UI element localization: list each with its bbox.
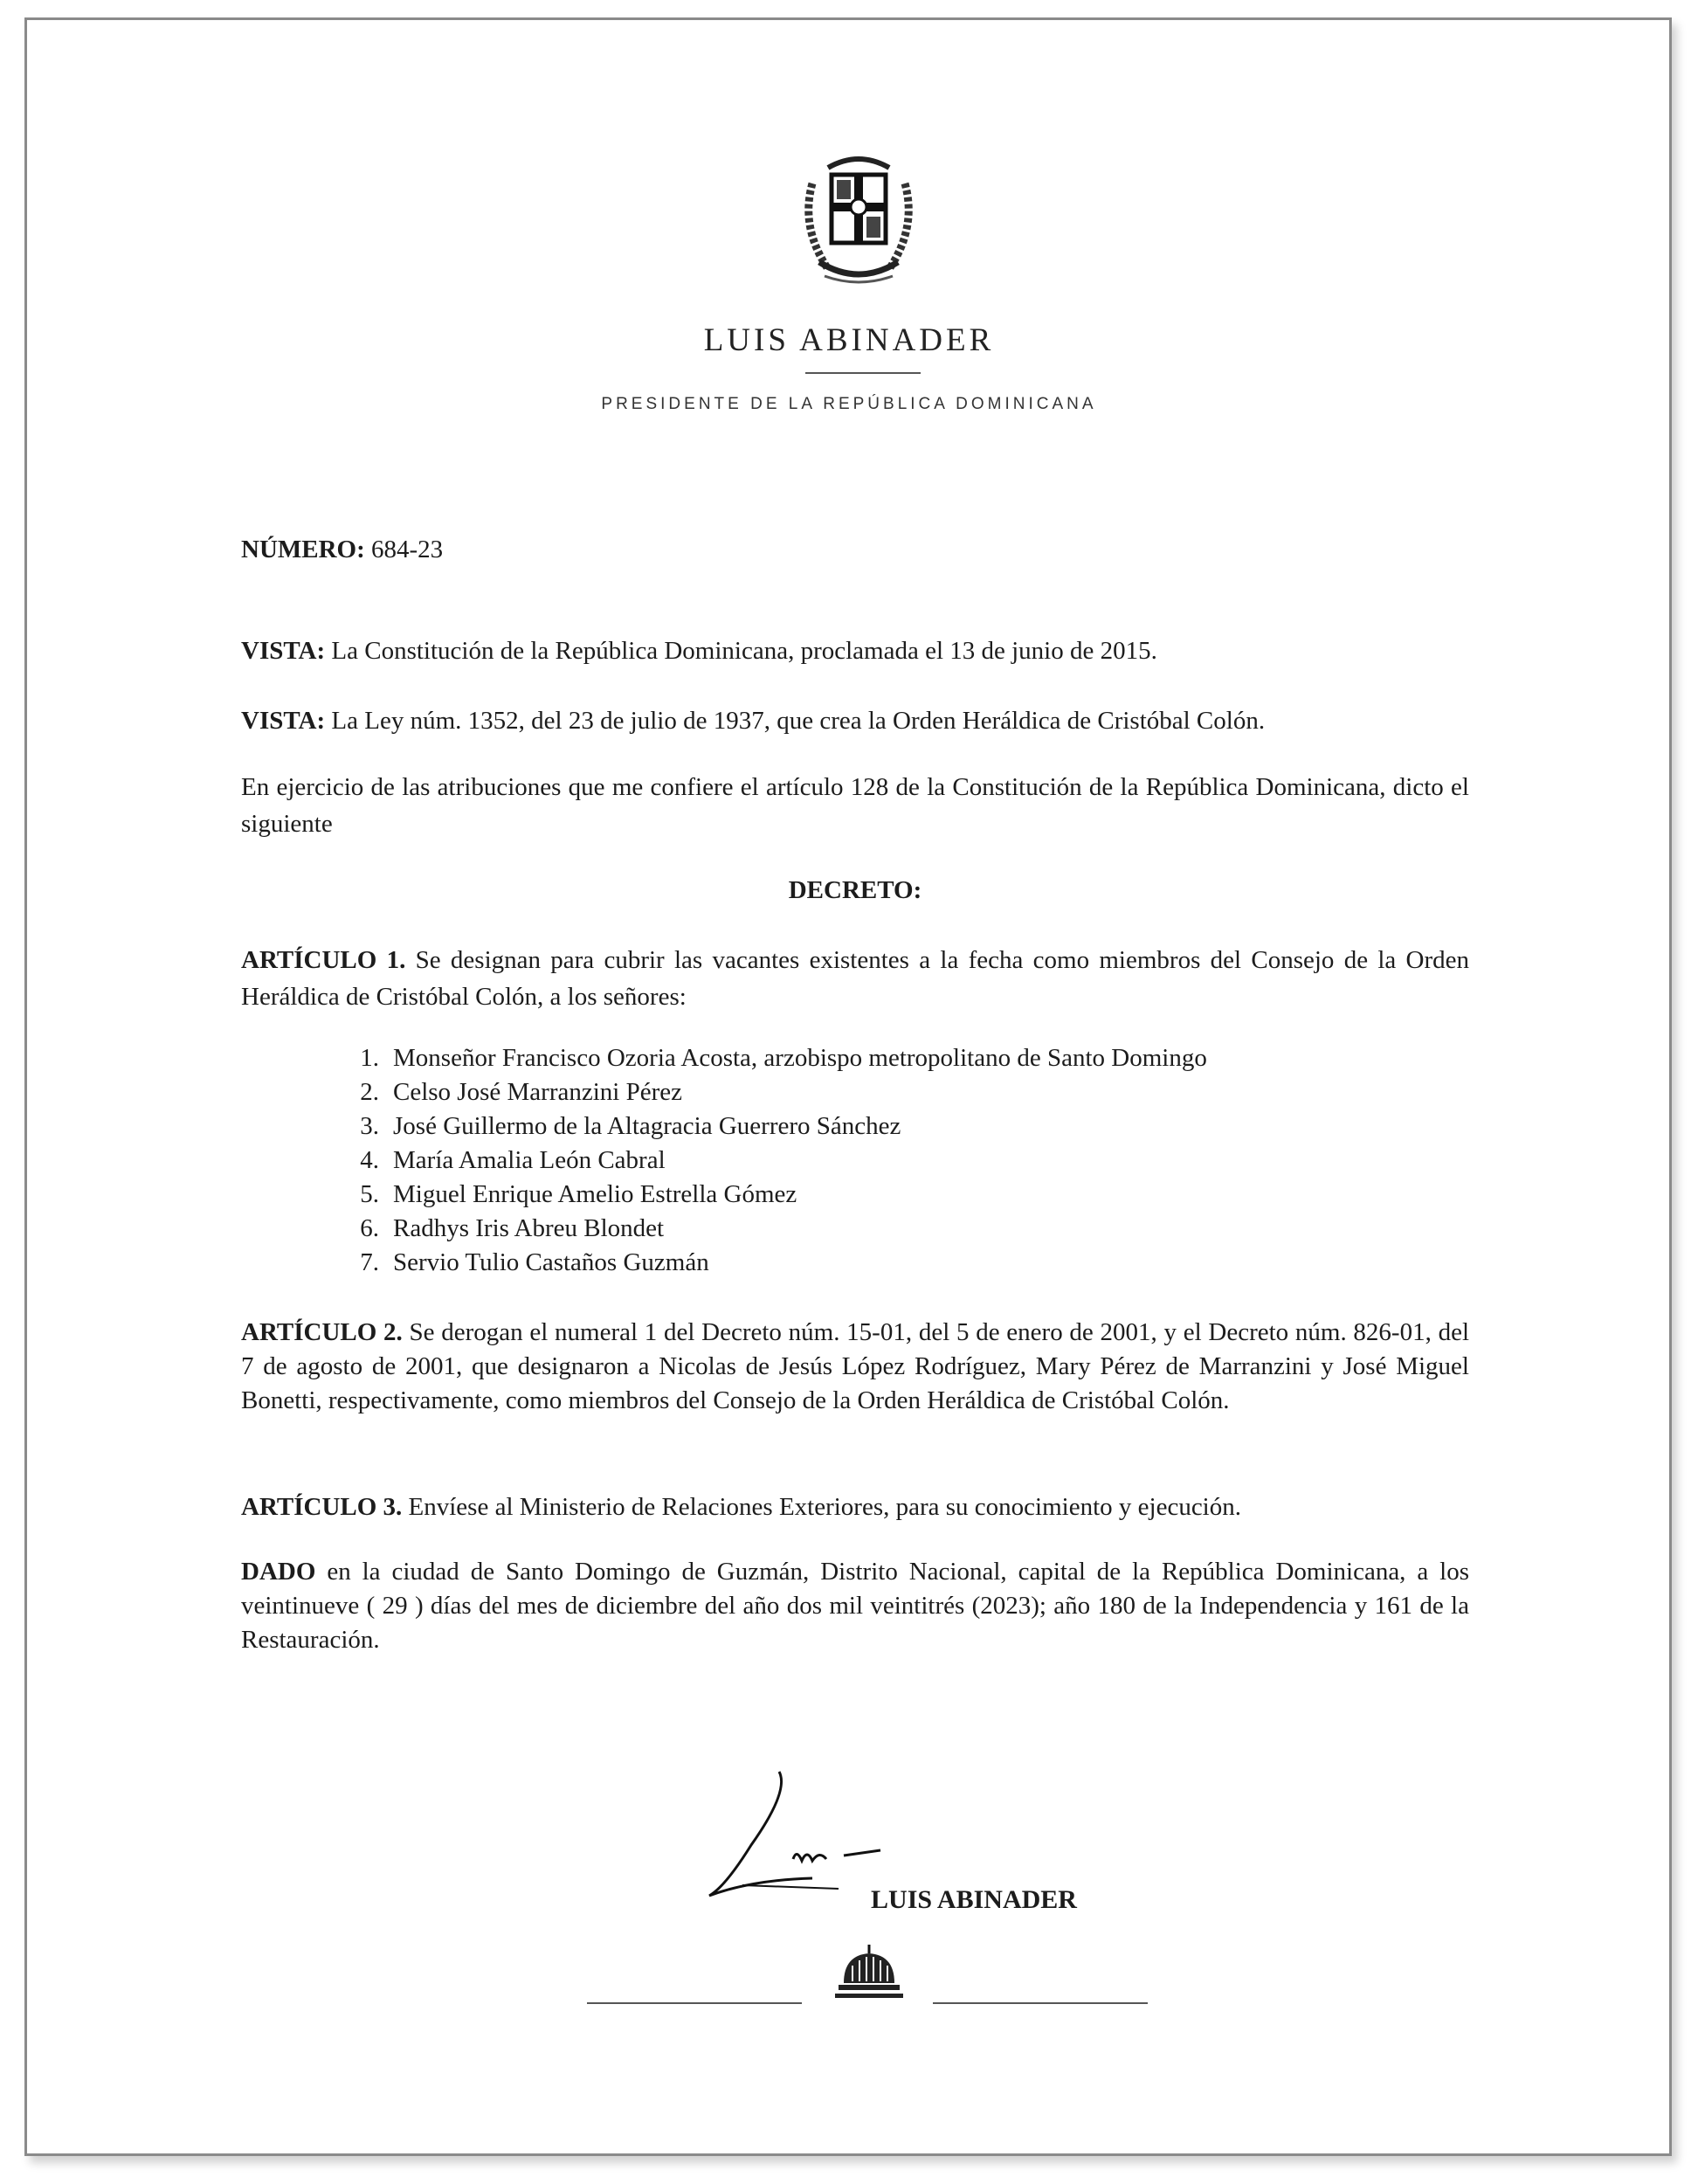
list-item-number: 6. <box>360 1214 379 1242</box>
number-label: NÚMERO: <box>241 536 365 563</box>
coat-of-arms-icon <box>793 149 924 288</box>
vista-label: VISTA: <box>241 707 326 735</box>
article-label: ARTÍCULO 3. <box>241 1493 403 1521</box>
list-item-name: Servio Tulio Castaños Guzmán <box>393 1248 709 1276</box>
vista-paragraph <box>241 632 1469 669</box>
list-item-name: Miguel Enrique Amelio Estrella Gómez <box>393 1180 797 1208</box>
list-item-name: Radhys Iris Abreu Blondet <box>393 1214 665 1242</box>
decree-number <box>241 531 1469 568</box>
list-item-number: 3. <box>360 1112 379 1140</box>
list-item <box>334 1246 1207 1280</box>
list-item-name: José Guillermo de la Altagracia Guerrero Sánchez <box>393 1112 901 1140</box>
list-item-number: 7. <box>360 1248 379 1276</box>
list-item <box>334 1212 1207 1246</box>
article-text: Se designan para cubrir las vacantes existentes a la fecha como miembros del Consejo de la Orden Heráldica de Cristóbal Colón, a los señores: <box>241 946 1470 1011</box>
vista-text: La Constitución de la República Dominicana, proclamada el 13 de junio de 2015. <box>331 637 1157 665</box>
list-item <box>334 1041 1207 1075</box>
letterhead-divider <box>805 372 921 374</box>
list-item-number: 5. <box>360 1180 379 1208</box>
members-list <box>334 1041 1207 1280</box>
article-text: Se derogan el numeral 1 del Decreto núm. 15-01, del 5 de enero de 2001, y el Decreto núm. 826-01, del 7 de agosto de 2001, que designaron a Nicolas de Jesús López Rodríguez, Mary Pérez de Marranzini y José Miguel Bonetti, respectivamente, como miembros del Consejo de la Orden Heráldica de Cristóbal Colón. <box>241 1318 1469 1414</box>
article-paragraph <box>241 1489 1469 1525</box>
list-item <box>334 1178 1207 1212</box>
number-value: 684-23 <box>371 536 444 563</box>
list-item <box>334 1144 1207 1178</box>
list-item <box>334 1109 1207 1144</box>
vista-text: La Ley núm. 1352, del 23 de julio de 1937, que crea la Orden Heráldica de Cristóbal Colón. <box>331 707 1266 735</box>
list-item-number: 1. <box>360 1044 379 1072</box>
vista-label: VISTA: <box>241 637 326 665</box>
list-item-name: María Amalia León Cabral <box>393 1146 666 1174</box>
article-text: Envíese al Ministerio de Relaciones Exteriores, para su conocimiento y ejecución. <box>408 1493 1241 1521</box>
letterhead-title: PRESIDENTE DE LA REPÚBLICA DOMINICANA <box>601 395 1097 413</box>
given-text: en la ciudad de Santo Domingo de Guzmán, Distrito Nacional, capital de la República Dominicana, a los veintinueve ( 29 ) días del mes de diciembre del año dos mil veintitrés (2023); año 180 de la Independencia y 161 de la Restauración. <box>241 1558 1470 1654</box>
article-paragraph <box>241 942 1469 1015</box>
list-item-name: Celso José Marranzini Pérez <box>393 1078 682 1106</box>
vista-paragraph <box>241 702 1469 739</box>
list-item-number: 2. <box>360 1078 379 1106</box>
list-item <box>334 1075 1207 1109</box>
given-label: DADO <box>241 1558 316 1586</box>
article-label: ARTÍCULO 2. <box>241 1318 403 1346</box>
footer-divider-right <box>933 2002 1148 2004</box>
list-item-number: 4. <box>360 1146 379 1174</box>
preamble-paragraph: En ejercicio de las atribuciones que me confiere el artículo 128 de la Constitución de la República Dominicana, dicto el siguiente <box>241 773 1469 838</box>
letterhead-name: LUIS ABINADER <box>703 322 995 358</box>
given-paragraph <box>241 1555 1469 1657</box>
decree-heading: DECRETO: <box>788 876 922 904</box>
article-paragraph <box>241 1316 1469 1418</box>
footer-divider-left <box>587 2002 802 2004</box>
list-item-name: Monseñor Francisco Ozoria Acosta, arzobispo metropolitano de Santo Domingo <box>393 1044 1207 1072</box>
signatory-name: LUIS ABINADER <box>871 1885 1077 1914</box>
national-palace-icon <box>830 1943 908 2004</box>
article-label: ARTÍCULO 1. <box>241 946 406 974</box>
